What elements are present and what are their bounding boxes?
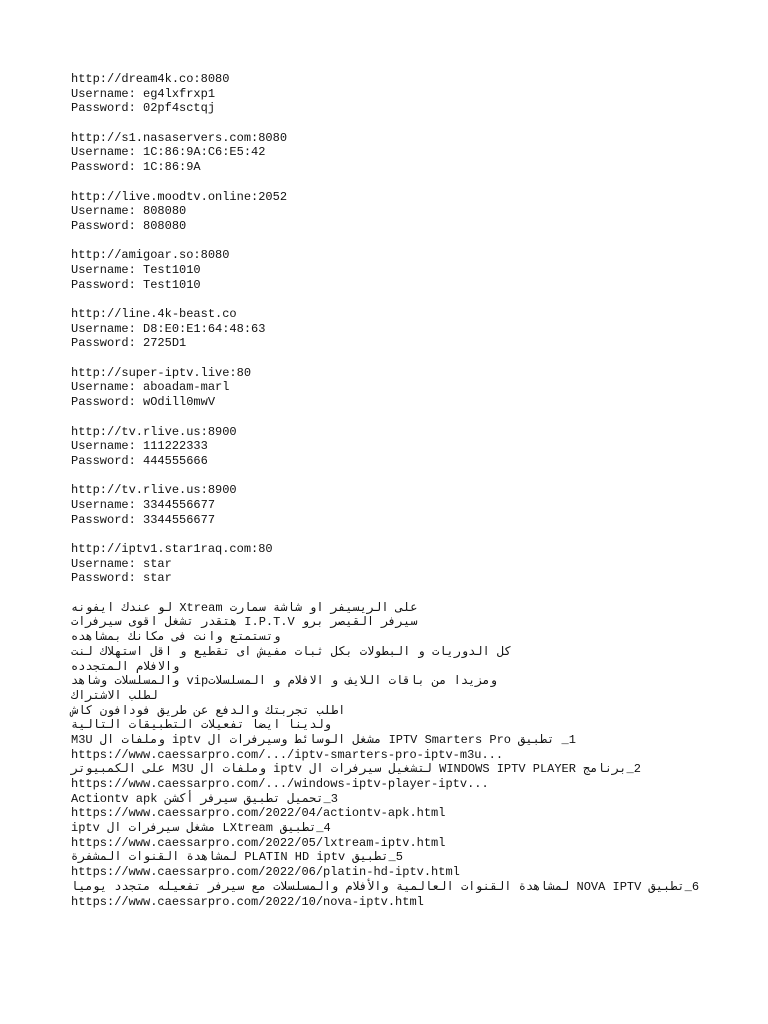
server-username: Username: 1C:86:9A:C6:E5:42	[71, 145, 266, 160]
promo-line: على الريسيفر او شاشة سمارت Xtream لو عندك ايفونه	[71, 600, 418, 615]
server-username: Username: star	[71, 556, 172, 571]
server-entry	[71, 72, 711, 116]
server-password: Password: 808080	[71, 218, 187, 233]
app-title: 2_برنامج WINDOWS IPTV PLAYER لتشغيل سيرفرات ال iptv وملفات ال M3U على الكمبيوتر	[71, 762, 641, 777]
promo-line: لطلب الاشتراك	[71, 688, 158, 703]
server-username: Username: D8:E0:E1:64:48:63	[71, 321, 266, 336]
server-entry	[71, 483, 711, 527]
app-link[interactable]: https://www.caessarpro.com/2022/05/lxtream-iptv.html	[71, 835, 446, 850]
server-username: Username: 3344556677	[71, 497, 216, 512]
server-username: Username: aboadam-marl	[71, 380, 230, 395]
server-password: Password: star	[71, 571, 172, 586]
app-link[interactable]: https://www.caessarpro.com/.../windows-iptv-player-iptv...	[71, 777, 489, 791]
promo-line: وتستمتع وانت فى مكانك بمشاهده	[71, 630, 281, 645]
server-entry	[71, 307, 711, 351]
document-page	[71, 72, 711, 909]
server-username: Username: Test1010	[71, 262, 201, 277]
server-url[interactable]: http://iptv1.star1raq.com:80	[71, 542, 273, 556]
server-password: Password: 2725D1	[71, 336, 187, 351]
promo-line: والافلام المتجدده	[71, 659, 180, 674]
app-title: 4_تطبيق LXtream مشغل سيرفرات ال iptv	[71, 821, 331, 836]
server-url[interactable]: http://line.4k-beast.co	[71, 307, 237, 321]
promo-line: كل الدوريات و البطولات بكل ثبات مفيش اى تقطيع و اقل استهلاك لنت	[71, 644, 512, 659]
server-username: Username: 111222333	[71, 439, 208, 454]
server-password: Password: 1C:86:9A	[71, 160, 201, 175]
server-url[interactable]: http://dream4k.co:8080	[71, 72, 230, 86]
server-url[interactable]: http://s1.nasaservers.com:8080	[71, 130, 288, 145]
server-entry	[71, 425, 711, 469]
app-link[interactable]: https://www.caessarpro.com/2022/10/nova-iptv.html	[71, 894, 424, 909]
server-username: Username: eg4lxfrxp1	[71, 86, 216, 101]
server-url[interactable]: http://super-iptv.live:80	[71, 365, 252, 380]
server-entry	[71, 248, 711, 292]
promo-line: ولدينا ايضا تفعيلات التطبيقات التالية	[71, 718, 331, 733]
server-url[interactable]: http://tv.rlive.us:8900	[71, 483, 237, 498]
server-list	[71, 72, 711, 586]
server-entry	[71, 542, 711, 586]
server-password: Password: 02pf4sctqj	[71, 101, 216, 116]
server-url[interactable]: http://live.moodtv.online:2052	[71, 189, 288, 204]
server-password: Password: 444555666	[71, 453, 208, 468]
server-password: Password: wOdill0mwV	[71, 395, 216, 410]
server-entry	[71, 366, 711, 410]
server-username: Username: 808080	[71, 204, 187, 219]
server-url[interactable]: http://tv.rlive.us:8900	[71, 424, 237, 439]
server-entry	[71, 131, 711, 175]
app-title: 6_تطبيق NOVA IPTV لمشاهدة القنوات العالمية والأفلام والمسلسلات مع سيرفر تفعيله متجدد يوميا	[71, 879, 700, 894]
promo-line: ومزيدا من باقات اللايف و الافلام و المسلسلاتvip والمسلسلات وشاهد	[71, 674, 497, 689]
promo-line: اطلب تجربتك والدفع عن طريق فودافون كاش	[71, 703, 346, 718]
app-link[interactable]: https://www.caessarpro.com/2022/06/platin-hd-iptv.html	[71, 865, 460, 880]
app-link[interactable]: https://www.caessarpro.com/2022/04/actiontv-apk.html	[71, 806, 446, 821]
app-title: 1_ تطبيق IPTV Smarters Pro مشغل الوسائط وسيرفرات ال iptv وملفات ال M3U	[71, 732, 576, 747]
promo-section	[71, 601, 711, 909]
promo-line: سيرفر القيصر برو I.P.T.V هتقدر تشغل اقوى سيرفرات	[71, 615, 418, 630]
app-title: 5_تطبيق PLATIN HD iptv لمشاهدة القنوات المشفرة	[71, 850, 403, 865]
server-url[interactable]: http://amigoar.so:8080	[71, 248, 230, 263]
server-password: Password: Test1010	[71, 277, 201, 292]
server-entry	[71, 190, 711, 234]
app-link[interactable]: https://www.caessarpro.com/.../iptv-smarters-pro-iptv-m3u...	[71, 747, 504, 762]
server-password: Password: 3344556677	[71, 512, 216, 527]
app-title: 3_تحميل تطبيق سيرفر أكشن Actiontv apk	[71, 791, 338, 806]
